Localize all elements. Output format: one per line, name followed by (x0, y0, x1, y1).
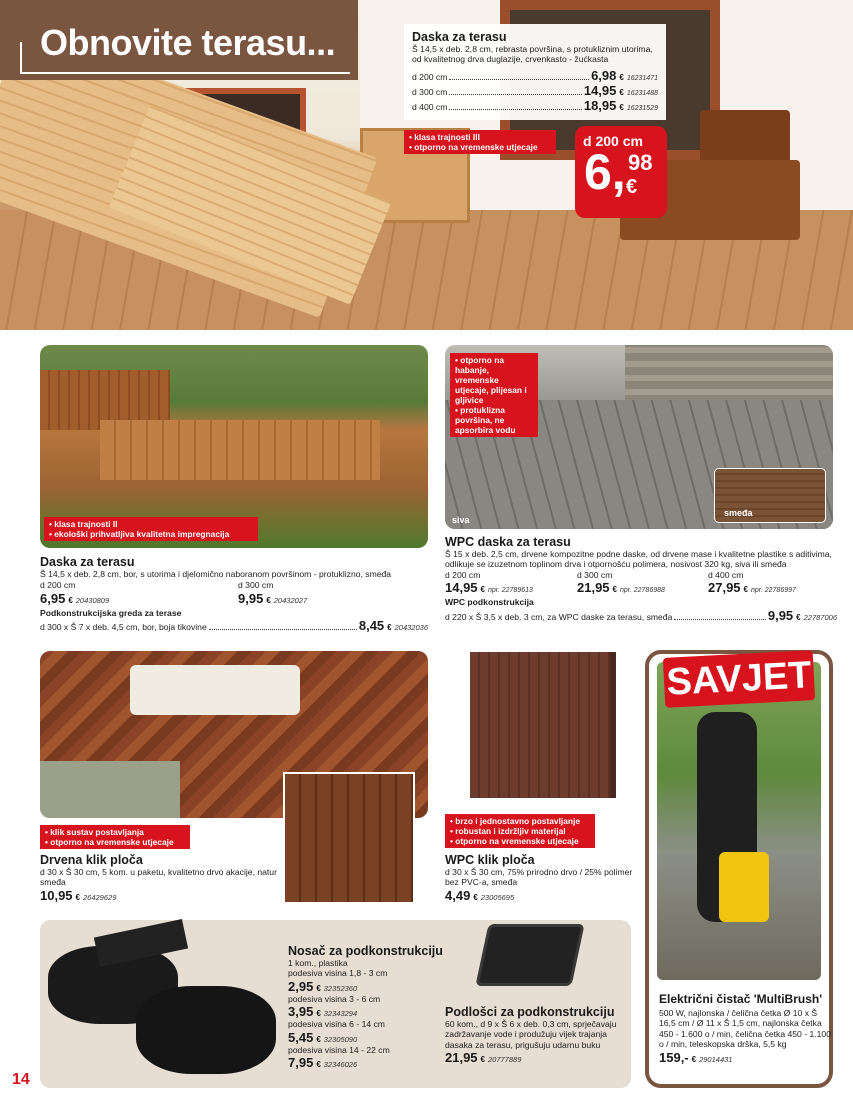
article-code: 16231471 (626, 74, 658, 82)
price: 4,49 (445, 887, 471, 903)
currency: € (473, 892, 478, 902)
variant-row (412, 98, 658, 113)
sun-lounger (130, 665, 300, 715)
deck-boards (100, 420, 380, 480)
dotted-leader (449, 109, 581, 110)
cleaner-device (719, 852, 769, 922)
product-title: Nosač za podkonstrukciju (288, 944, 443, 958)
feature-item: • protuklizna površina, ne apsorbira vodu (455, 405, 533, 435)
currency: € (796, 612, 801, 622)
variant-size: podesiva visina 6 - 14 cm (288, 1019, 385, 1030)
product-title: Električni čistač 'MultiBrush' (659, 992, 823, 1006)
currency: € (480, 1055, 485, 1065)
variant-size: d 400 cm (708, 569, 744, 580)
dotted-leader (449, 79, 589, 80)
currency: € (619, 102, 624, 112)
sub-product-title: WPC podkonstrukcija (445, 597, 534, 608)
currency: € (612, 585, 617, 595)
product-title: Drvena klik ploča (40, 853, 143, 867)
supports-info (288, 944, 448, 1070)
variant-row (412, 83, 658, 98)
price: 10,95 (40, 887, 73, 903)
pedestal-support-2 (136, 986, 276, 1074)
price: 9,95 (767, 607, 794, 623)
burst-size: d 200 cm (583, 133, 643, 149)
feature-item: • robustan i izdržljiv materijal (450, 826, 590, 836)
price: 9,95 (238, 590, 264, 606)
wood-deck-features (44, 517, 258, 541)
price: 14,95 (445, 580, 478, 596)
wood-deck-info (40, 555, 428, 633)
price: 3,95 (288, 1004, 314, 1020)
currency: € (743, 585, 748, 595)
article-code: 16231529 (626, 104, 658, 112)
article-code: npr. 22786997 (751, 587, 796, 595)
article-code: 32305090 (323, 1034, 358, 1044)
wpc-deck-info (445, 535, 837, 623)
price: 2,95 (288, 978, 314, 994)
feature-item: • ekološki prihvatljiva kvalitetna impregnacija (49, 529, 253, 539)
feature-item: • otporno na vremenske utjecaje (409, 142, 551, 152)
product-title: Podlošci za podkonstrukciju (445, 1005, 615, 1019)
variant-row (412, 68, 658, 83)
wpc-tile-features (445, 814, 595, 848)
feature-item: • otporno na vremenske utjecaje (450, 836, 590, 846)
price: 21,95 (577, 580, 610, 596)
hero-feature-list (404, 130, 556, 154)
wpc-tile-info (445, 853, 635, 903)
article-code: 23005695 (480, 892, 515, 902)
burst-price-cents: 98 (628, 150, 653, 175)
color-label-brown: smeđa (724, 508, 753, 518)
article-code: 32343294 (323, 1009, 358, 1019)
variant-size: d 200 cm (445, 569, 481, 580)
article-code: npr. 22789613 (488, 587, 533, 595)
variant-size: podesiva visina 1,8 - 3 cm (288, 968, 388, 979)
price: 6,98 (591, 67, 617, 83)
article-code: 32352360 (323, 983, 358, 993)
wpc-tile-product (470, 652, 616, 798)
variant-size: d 400 cm (412, 101, 448, 112)
dotted-leader (449, 94, 581, 95)
cleaner-photo (657, 662, 821, 980)
product-description: 60 kom., d 9 x Š 6 x deb. 0,3 cm, sprječavaju zadržavanje vode i produžuju vijek trajanja dasaka za terasu, prigušuju udarnu buku (445, 1019, 617, 1050)
sub-product-title: Podkonstrukcijska greda za terase (40, 607, 182, 618)
pool-edge (40, 761, 180, 818)
rubber-pad-image (475, 924, 584, 986)
stone-wall (625, 345, 833, 403)
page-title: Obnovite terasu... (40, 22, 336, 63)
article-code: 16231488 (626, 89, 658, 97)
product-title: Daska za terasu (412, 30, 507, 44)
currency: € (316, 983, 321, 993)
pedestal-supports-image (48, 928, 278, 1078)
wpc-features (450, 353, 538, 437)
article-code: 20432027 (273, 595, 308, 605)
dotted-leader (674, 619, 765, 620)
product-description: Š 15 x deb. 2,5 cm, drvene kompozitne podne daske, od drvene mase i kvalitetne plastike s aditivima, odlikuje se izuzetnom toplinom drva i otpornošću polimera, nosivost 320 kg, siva ili smeđa (445, 549, 832, 570)
tip-badge: SAVJET (663, 650, 815, 708)
article-code: 20432036 (394, 623, 428, 633)
product-description: Š 14,5 x deb. 2,8 cm, rebrasta površina, s protukliznim utorima, od kvalitetnog drva duglazije, crvenkasto - žućkasta (412, 44, 653, 65)
article-code: 32346026 (323, 1060, 358, 1070)
burst-price-int: 6, (584, 144, 626, 200)
price: 21,95 (445, 1050, 478, 1066)
currency: € (75, 892, 80, 902)
pads-info (445, 1005, 625, 1065)
price: 7,95 (288, 1055, 314, 1071)
currency: € (316, 1009, 321, 1019)
product-description: Š 14,5 x deb. 2,8 cm, bor, s utorima i djelomično naboranom površinom - protuklizno, smeđa (40, 569, 392, 579)
price: 18,95 (583, 97, 617, 113)
price: 8,45 (358, 618, 385, 634)
variant-size: d 200 cm (40, 580, 76, 591)
product-title: WPC klik ploča (445, 853, 535, 867)
price: 14,95 (583, 82, 617, 98)
color-label-grey: siva (452, 515, 470, 525)
feature-item: • brzo i jednostavno postavljanje (450, 816, 590, 826)
variant-size: d 300 cm (412, 86, 448, 97)
article-code: 22787006 (803, 612, 837, 622)
price: 6,95 (40, 590, 66, 606)
feature-item: • otporno na vremenske utjecaje (45, 837, 185, 847)
currency: € (691, 1054, 697, 1064)
article-code: 26429629 (83, 892, 117, 902)
article-code: 20430809 (75, 595, 110, 605)
page-number: 14 (12, 1071, 30, 1088)
wood-tile-info (40, 853, 280, 903)
currency: € (387, 623, 392, 633)
feature-item: • otporno na habanje, vremenske utjecaje, plijesan i gljivice (455, 355, 533, 405)
currency: € (619, 87, 624, 97)
currency: € (68, 595, 73, 605)
currency: € (480, 585, 485, 595)
currency: € (266, 595, 271, 605)
variant-size: podesiva visina 14 - 22 cm (288, 1044, 390, 1055)
currency: € (316, 1060, 321, 1070)
sub-product-description: d 300 x Š 7 x deb. 4,5 cm, bor, boja tikovine (40, 622, 207, 633)
variant-size: d 300 cm (238, 580, 274, 591)
product-description: d 30 x Š 30 cm, 5 kom. u paketu, kvalitetno drvo akacije, natur smeđa (40, 867, 277, 888)
variant-size: d 200 cm (412, 71, 448, 82)
price: 159,- (659, 1049, 689, 1065)
article-code: 29014431 (699, 1054, 733, 1064)
sub-product-description: d 220 x Š 3,5 x deb. 3 cm, za WPC daske za terasu, smeđa (445, 611, 673, 622)
product-description: d 30 x Š 30 cm, 75% prirodno drvo / 25% polimer bez PVC-a, smeđa (445, 867, 633, 888)
dotted-leader (209, 629, 357, 630)
variant-size: d 300 cm (577, 569, 613, 580)
variant-size: podesiva visina 3 - 6 cm (288, 993, 381, 1004)
price: 5,45 (288, 1029, 314, 1045)
feature-item: • klasa trajnosti III (409, 132, 551, 142)
article-code: 20777889 (488, 1055, 522, 1065)
price: 27,95 (708, 580, 741, 596)
product-intro: 1 kom., plastika (288, 958, 348, 968)
hero-product-info (404, 24, 666, 120)
wood-tile-product (283, 772, 415, 904)
product-title: WPC daska za terasu (445, 535, 571, 549)
article-code: npr. 22786988 (620, 587, 665, 595)
product-description: 500 W, najlonska / čelična četka Ø 10 x Š 16,5 cm / Ø 11 x Š 1,5 cm, najlonska četka 450 - 1.600 o / min, čelična četka 450 - 1.100 o / min, teleskopska drška, 5,5 kg (659, 1008, 831, 1050)
currency: € (316, 1034, 321, 1044)
product-title: Daska za terasu (40, 555, 135, 569)
tip-info (659, 992, 831, 1065)
feature-item: • klasa trajnosti II (49, 519, 253, 529)
wood-tile-features (40, 825, 190, 849)
burst-currency: € (626, 176, 638, 198)
currency: € (619, 72, 624, 82)
feature-item: • klik sustav postavljanja (45, 827, 185, 837)
